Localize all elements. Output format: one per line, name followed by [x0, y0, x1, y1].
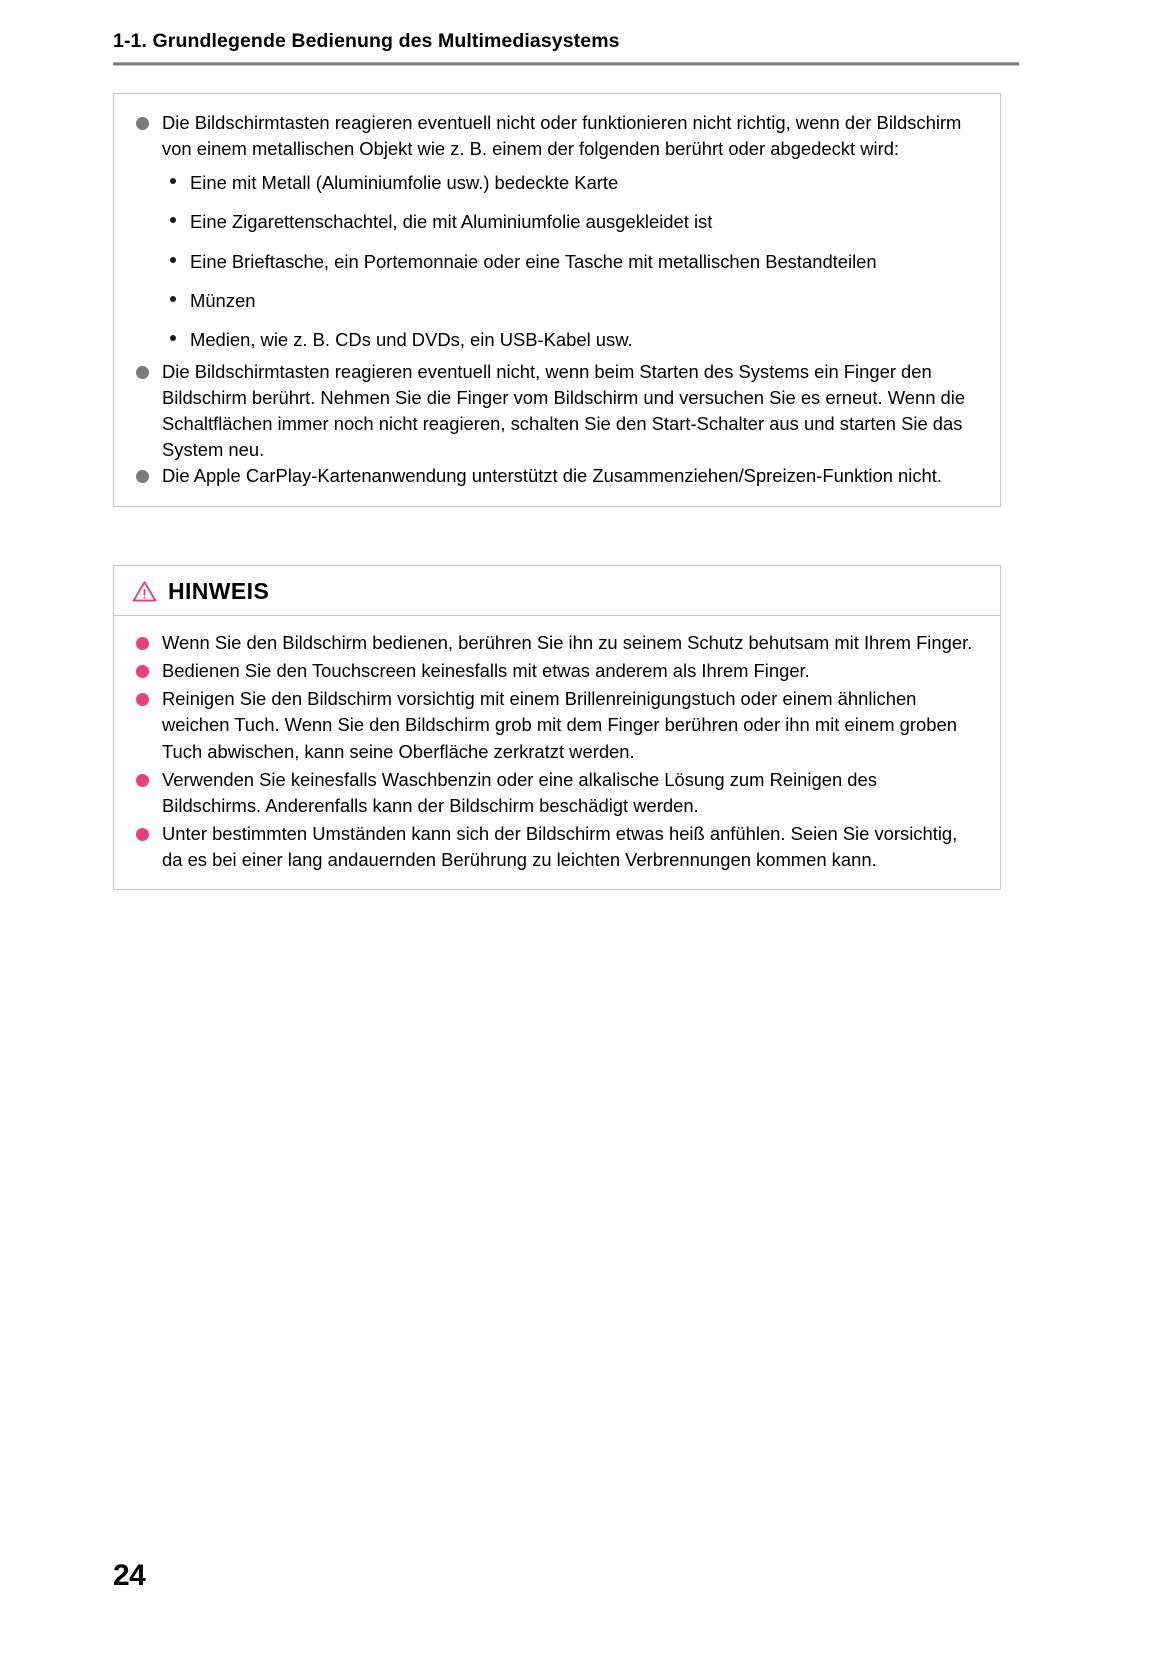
hinweis-item-text: Bedienen Sie den Touchscreen keinesfalls mit etwas anderem als Ihrem Finger.	[162, 660, 810, 682]
note-callout-body	[114, 94, 1000, 506]
note-item-text: Die Bildschirmtasten reagieren eventuell nicht oder funktionieren nicht richtig, wenn der Bildschirm von einem metallischen Objekt wie z. B. einem der folgenden berührt oder abgedeckt wird:	[162, 112, 962, 160]
note-list-item	[128, 359, 980, 464]
note-sub-list-item	[162, 288, 980, 314]
small-bullet-icon	[170, 257, 176, 263]
hinweis-list-item	[128, 658, 980, 684]
note-subitem-text: Eine Brieftasche, ein Portemonnaie oder eine Tasche mit metallischen Bestandteilen	[190, 250, 877, 272]
note-list-item	[128, 463, 980, 489]
hinweis-header	[114, 566, 1000, 616]
note-list-item	[128, 110, 980, 353]
note-subitem-text: Medien, wie z. B. CDs und DVDs, ein USB-Kabel usw.	[190, 328, 633, 350]
hinweis-bullet-list	[128, 630, 980, 873]
hinweis-callout-box	[113, 565, 1001, 890]
hinweis-list-item	[128, 630, 980, 656]
note-sub-list-item	[162, 249, 980, 275]
note-sub-list-item	[162, 209, 980, 235]
small-bullet-icon	[170, 335, 176, 341]
note-bullet-list	[128, 110, 980, 490]
small-bullet-icon	[170, 217, 176, 223]
pink-bullet-icon	[136, 693, 149, 706]
note-callout-box	[113, 93, 1001, 507]
pink-bullet-icon	[136, 637, 149, 650]
hinweis-list-item	[128, 767, 980, 819]
hinweis-title: HINWEIS	[168, 578, 270, 604]
note-item-text: Die Bildschirmtasten reagieren eventuell nicht, wenn beim Starten des Systems ein Finger den Bildschirm berührt. Nehmen Sie die Finger vom Bildschirm und versuchen Sie es erneut. Wenn die Schaltflächen immer noch nicht reagieren, schalten Sie den Start-Schalter aus und starten Sie das System neu.	[162, 360, 966, 461]
note-sub-list-item	[162, 327, 980, 353]
page-title: 1-1. Grundlegende Bedienung des Multimediasystems	[113, 30, 620, 52]
pink-bullet-icon	[136, 665, 149, 678]
hinweis-item-text: Wenn Sie den Bildschirm bedienen, berühren Sie ihn zu seinem Schutz behutsam mit Ihrem Finger.	[162, 632, 973, 653]
small-bullet-icon	[170, 178, 176, 184]
hinweis-list-item	[128, 686, 980, 764]
warning-triangle-icon	[132, 580, 157, 603]
note-subitem-text: Eine mit Metall (Aluminiumfolie usw.) bedeckte Karte	[190, 172, 619, 194]
gray-bullet-icon	[136, 470, 149, 483]
pink-bullet-icon	[136, 774, 149, 787]
note-sub-list-item	[162, 170, 980, 196]
small-bullet-icon	[170, 296, 176, 302]
hinweis-item-text: Verwenden Sie keinesfalls Waschbenzin oder eine alkalische Lösung zum Reinigen des Bildschirms. Anderenfalls kann der Bildschirm beschädigt werden.	[162, 768, 877, 816]
hinweis-item-text: Reinigen Sie den Bildschirm vorsichtig mit einem Brillenreinigungstuch oder einem ähnlichen weichen Tuch. Wenn Sie den Bildschirm grob mit dem Finger berühren oder ihn mit einem groben Tuch abwischen, kann seine Oberfläche zerkratzt werden.	[162, 688, 957, 762]
note-sub-bullet-list	[162, 170, 980, 353]
gray-bullet-icon	[136, 366, 149, 379]
header-divider	[113, 62, 1019, 66]
page-number: 24	[113, 1559, 146, 1592]
pink-bullet-icon	[136, 828, 149, 841]
hinweis-body	[114, 616, 1000, 889]
note-subitem-text: Eine Zigarettenschachtel, die mit Aluminiumfolie ausgekleidet ist	[190, 211, 713, 233]
note-item-text: Die Apple CarPlay-Kartenanwendung unterstützt die Zusammenziehen/Spreizen-Funktion nicht.	[162, 465, 942, 487]
hinweis-list-item	[128, 821, 980, 873]
page-header	[113, 30, 1019, 66]
hinweis-item-text: Unter bestimmten Umständen kann sich der Bildschirm etwas heiß anfühlen. Seien Sie vorsichtig, da es bei einer lang andauernden Berührung zu leichten Verbrennungen kommen kann.	[162, 822, 958, 870]
note-subitem-text: Münzen	[190, 289, 256, 311]
gray-bullet-icon	[136, 117, 149, 130]
